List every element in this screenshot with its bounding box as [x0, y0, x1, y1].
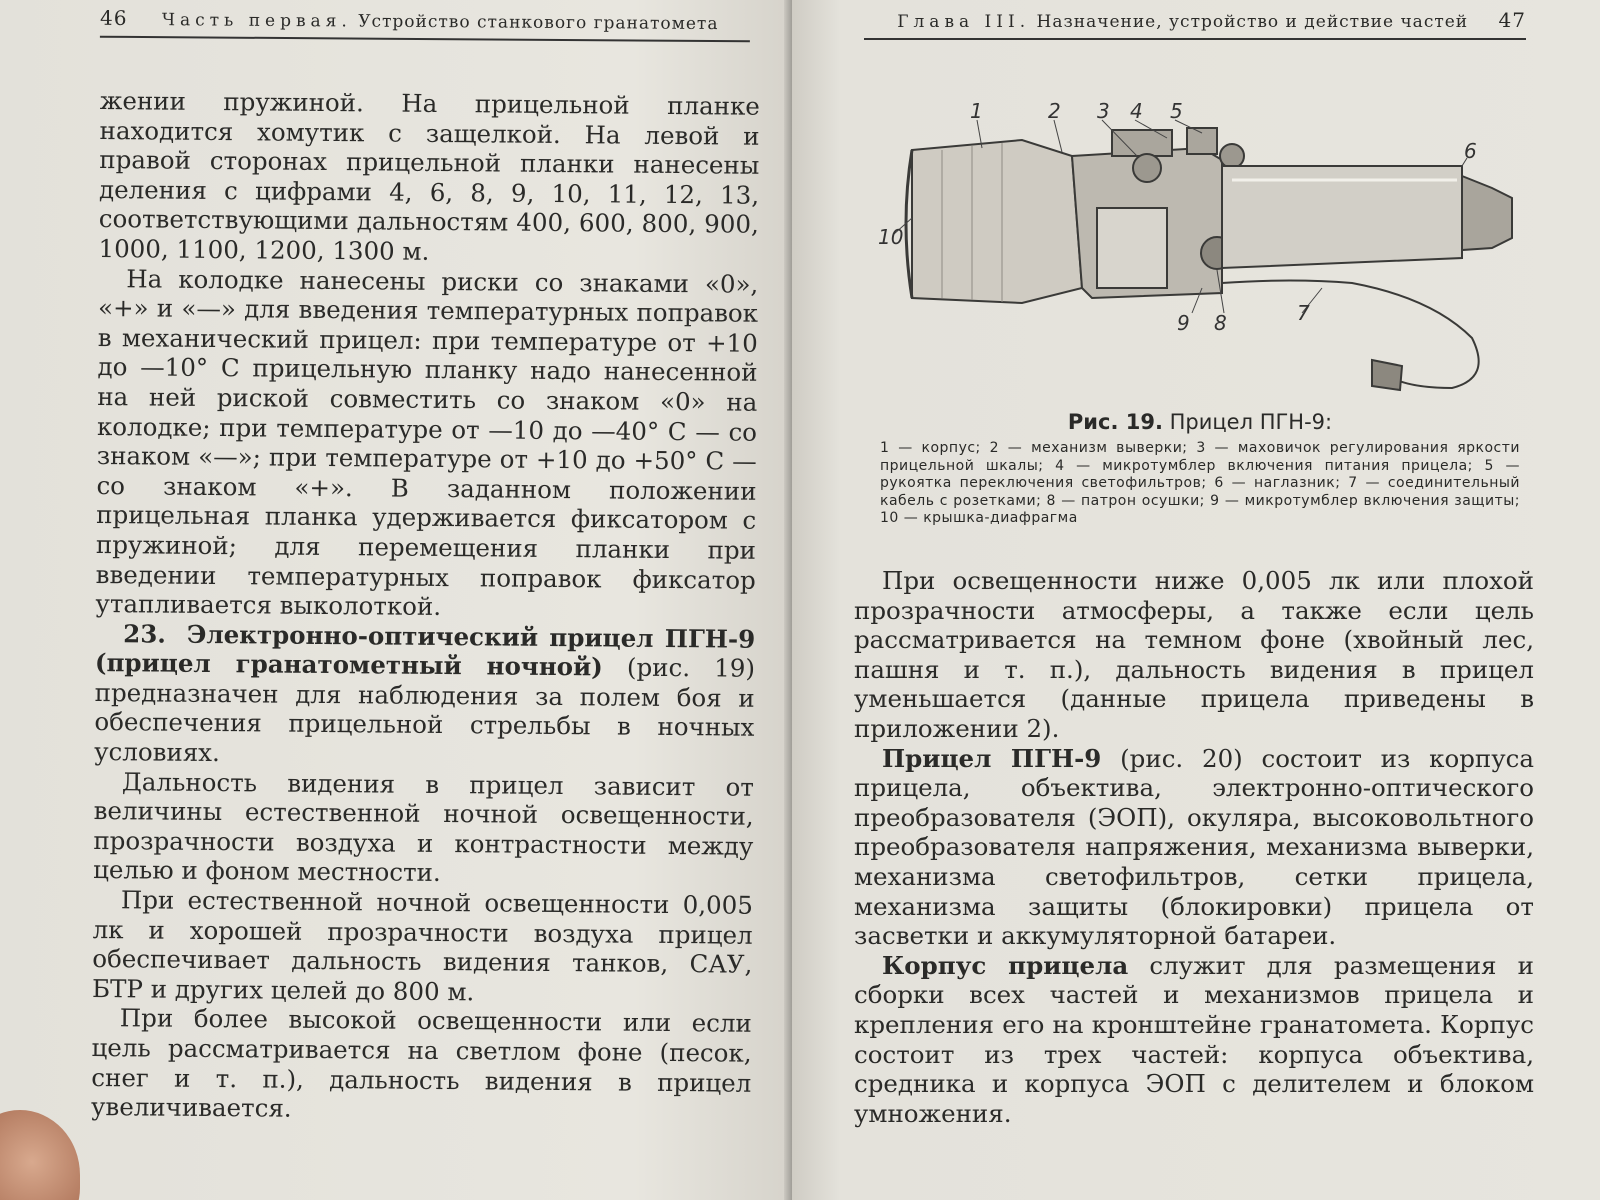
right-paragraph-2: [854, 744, 1534, 951]
right-paragraph-2-text: (рис. 20) состоит из корпуса прицела, объектива, электронно-оптического преобразователя (ЭОП), окуляра, высоковольтного преобразователя напряжения, механизма выверки, механизма светофильтров, сетки прицела, механизма защиты (блокировки) прицела от засветки и аккумуляторной батареи.: [854, 743, 1534, 951]
right-paragraph-3-text: служит для размещения и сборки всех частей и механизмов прицела и крепления его на кронштейне гранатомета. Корпус состоит из трех частей: корпуса объектива, средника и корпуса ЭОП с делителем и блоком умножения.: [854, 950, 1534, 1128]
figure-label-10: 10: [878, 225, 904, 249]
filter-handle-drawing: [1220, 144, 1244, 168]
eyecup-drawing: [1462, 176, 1512, 250]
right-paragraph-3: [854, 951, 1534, 1129]
housing-term: Корпус прицела: [882, 950, 1129, 980]
thumb: [0, 1110, 80, 1200]
adjustment-mechanism-drawing: [1112, 130, 1172, 156]
toggle-switch-drawing: [1187, 128, 1217, 154]
figure-label-5: 5: [1170, 99, 1183, 123]
left-page: [0, 0, 792, 1200]
figure-label-2: 2: [1048, 99, 1061, 123]
pgn9-sight-illustration: [872, 98, 1532, 408]
right-header-part: Глава III.: [897, 12, 1031, 32]
section-text: (рис. 19) предназначен для наблюдения за полем боя и обеспечения прицельной стрельбы в ночных условиях.: [94, 652, 756, 768]
left-paragraph-1: жении пружиной. На прицельной планке находится хомутик с защелкой. На левой и правой сторонах прицельной планки нанесены деления с цифрами 4, 6, 8, 9, 10, 11, 12, 13, соответствующими дальностям 400, 600, 800, 900, 1000, 1100, 1200, 1300 м.: [98, 86, 760, 266]
left-paragraph-6: При более высокой освещенности или если цель рассматривается на светлом фоне (песок, снег и т. п.), дальность видения в прицел увеличивается.: [90, 1003, 752, 1123]
figure-title-text: Прицел ПГН-9:: [1162, 410, 1333, 434]
left-page-text: [91, 86, 760, 1128]
left-paragraph-2: На колодке нанесены риски со знаками «0», «+» и «—» для введения температурных поправок в механический прицел: при температуре от +10 до —10° С прицельную планку надо нанесенной на ней риской совместить со знаком «0» на колодке; при температуре от —10 до —40° С — со знаком «—»; при температуре от +10 до +50° С — со знаком «+». В заданном положении прицельная планка удерживается фиксатором с пружиной; для перемещения планки при введении температурных поправок фиксатор утапливается выколоткой.: [95, 263, 759, 622]
figure-title: [880, 410, 1520, 434]
figure-label-8: 8: [1214, 311, 1227, 335]
section-23-paragraph: [94, 619, 755, 773]
section-number: 23.: [123, 618, 166, 649]
figure-label-9: 9: [1177, 311, 1190, 335]
right-page-number: 47: [1498, 8, 1526, 32]
brightness-knob-drawing: [1133, 154, 1161, 182]
figure-label-6: 6: [1464, 139, 1477, 163]
left-header-part: Часть первая.: [161, 10, 352, 32]
section-title: Электронно-оптический прицел ПГН-9 (прицел гранатометный ночной): [94, 619, 756, 682]
right-page-text: [854, 566, 1534, 1128]
left-paragraph-5: При естественной ночной освещенности 0,005 лк и хорошей прозрачности воздуха прицел обеспечивает дальность видения танков, САУ, БТР и других целей до 800 м.: [91, 885, 754, 1007]
right-page: [792, 0, 1600, 1200]
left-paragraph-4: Дальность видения в прицел зависит от величины естественной ночной освещенности, прозрачности воздуха и контрастности между целью и фоном местности.: [93, 766, 755, 888]
battery-box-drawing: [1097, 208, 1167, 288]
figure-legend: 1 — корпус; 2 — механизм выверки; 3 — маховичок регулирования яркости прицельной шкалы; 4 — микротумблер включения питания прицела; 5 — рукоятка переключения светофильтров; 6 — наглазник; 7 — соединительный кабель с розетками; 8 — патрон осушки; 9 — микротумблер включения защиты; 10 — крышка-диафрагма: [880, 440, 1520, 526]
figure-label-4: 4: [1130, 99, 1143, 123]
right-running-header: [864, 8, 1526, 40]
left-running-header: [100, 6, 750, 43]
left-header-title: Устройство станкового гранатомета: [358, 11, 719, 35]
figure-label-1: 1: [970, 99, 983, 123]
cable-connector-drawing: [1372, 360, 1402, 390]
objective-housing-drawing: [912, 140, 1082, 303]
figure-number: Рис. 19.: [1067, 410, 1163, 434]
left-page-number: 46: [99, 5, 128, 30]
right-paragraph-1: При освещенности ниже 0,005 лк или плохой прозрачности атмосферы, а также если цель рассматривается на темном фоне (хвойный лес, пашня и т. п.), дальность видения в прицел уменьшается (данные прицела приведены в приложении 2).: [854, 566, 1534, 743]
pgn9-term: Прицел ПГН-9: [882, 743, 1102, 773]
right-header-title: Назначение, устройство и действие частей: [1036, 12, 1469, 32]
figure-label-7: 7: [1297, 301, 1310, 325]
figure-label-3: 3: [1097, 99, 1110, 123]
figure-caption: [880, 410, 1520, 528]
cable-drawing: [1222, 281, 1479, 389]
